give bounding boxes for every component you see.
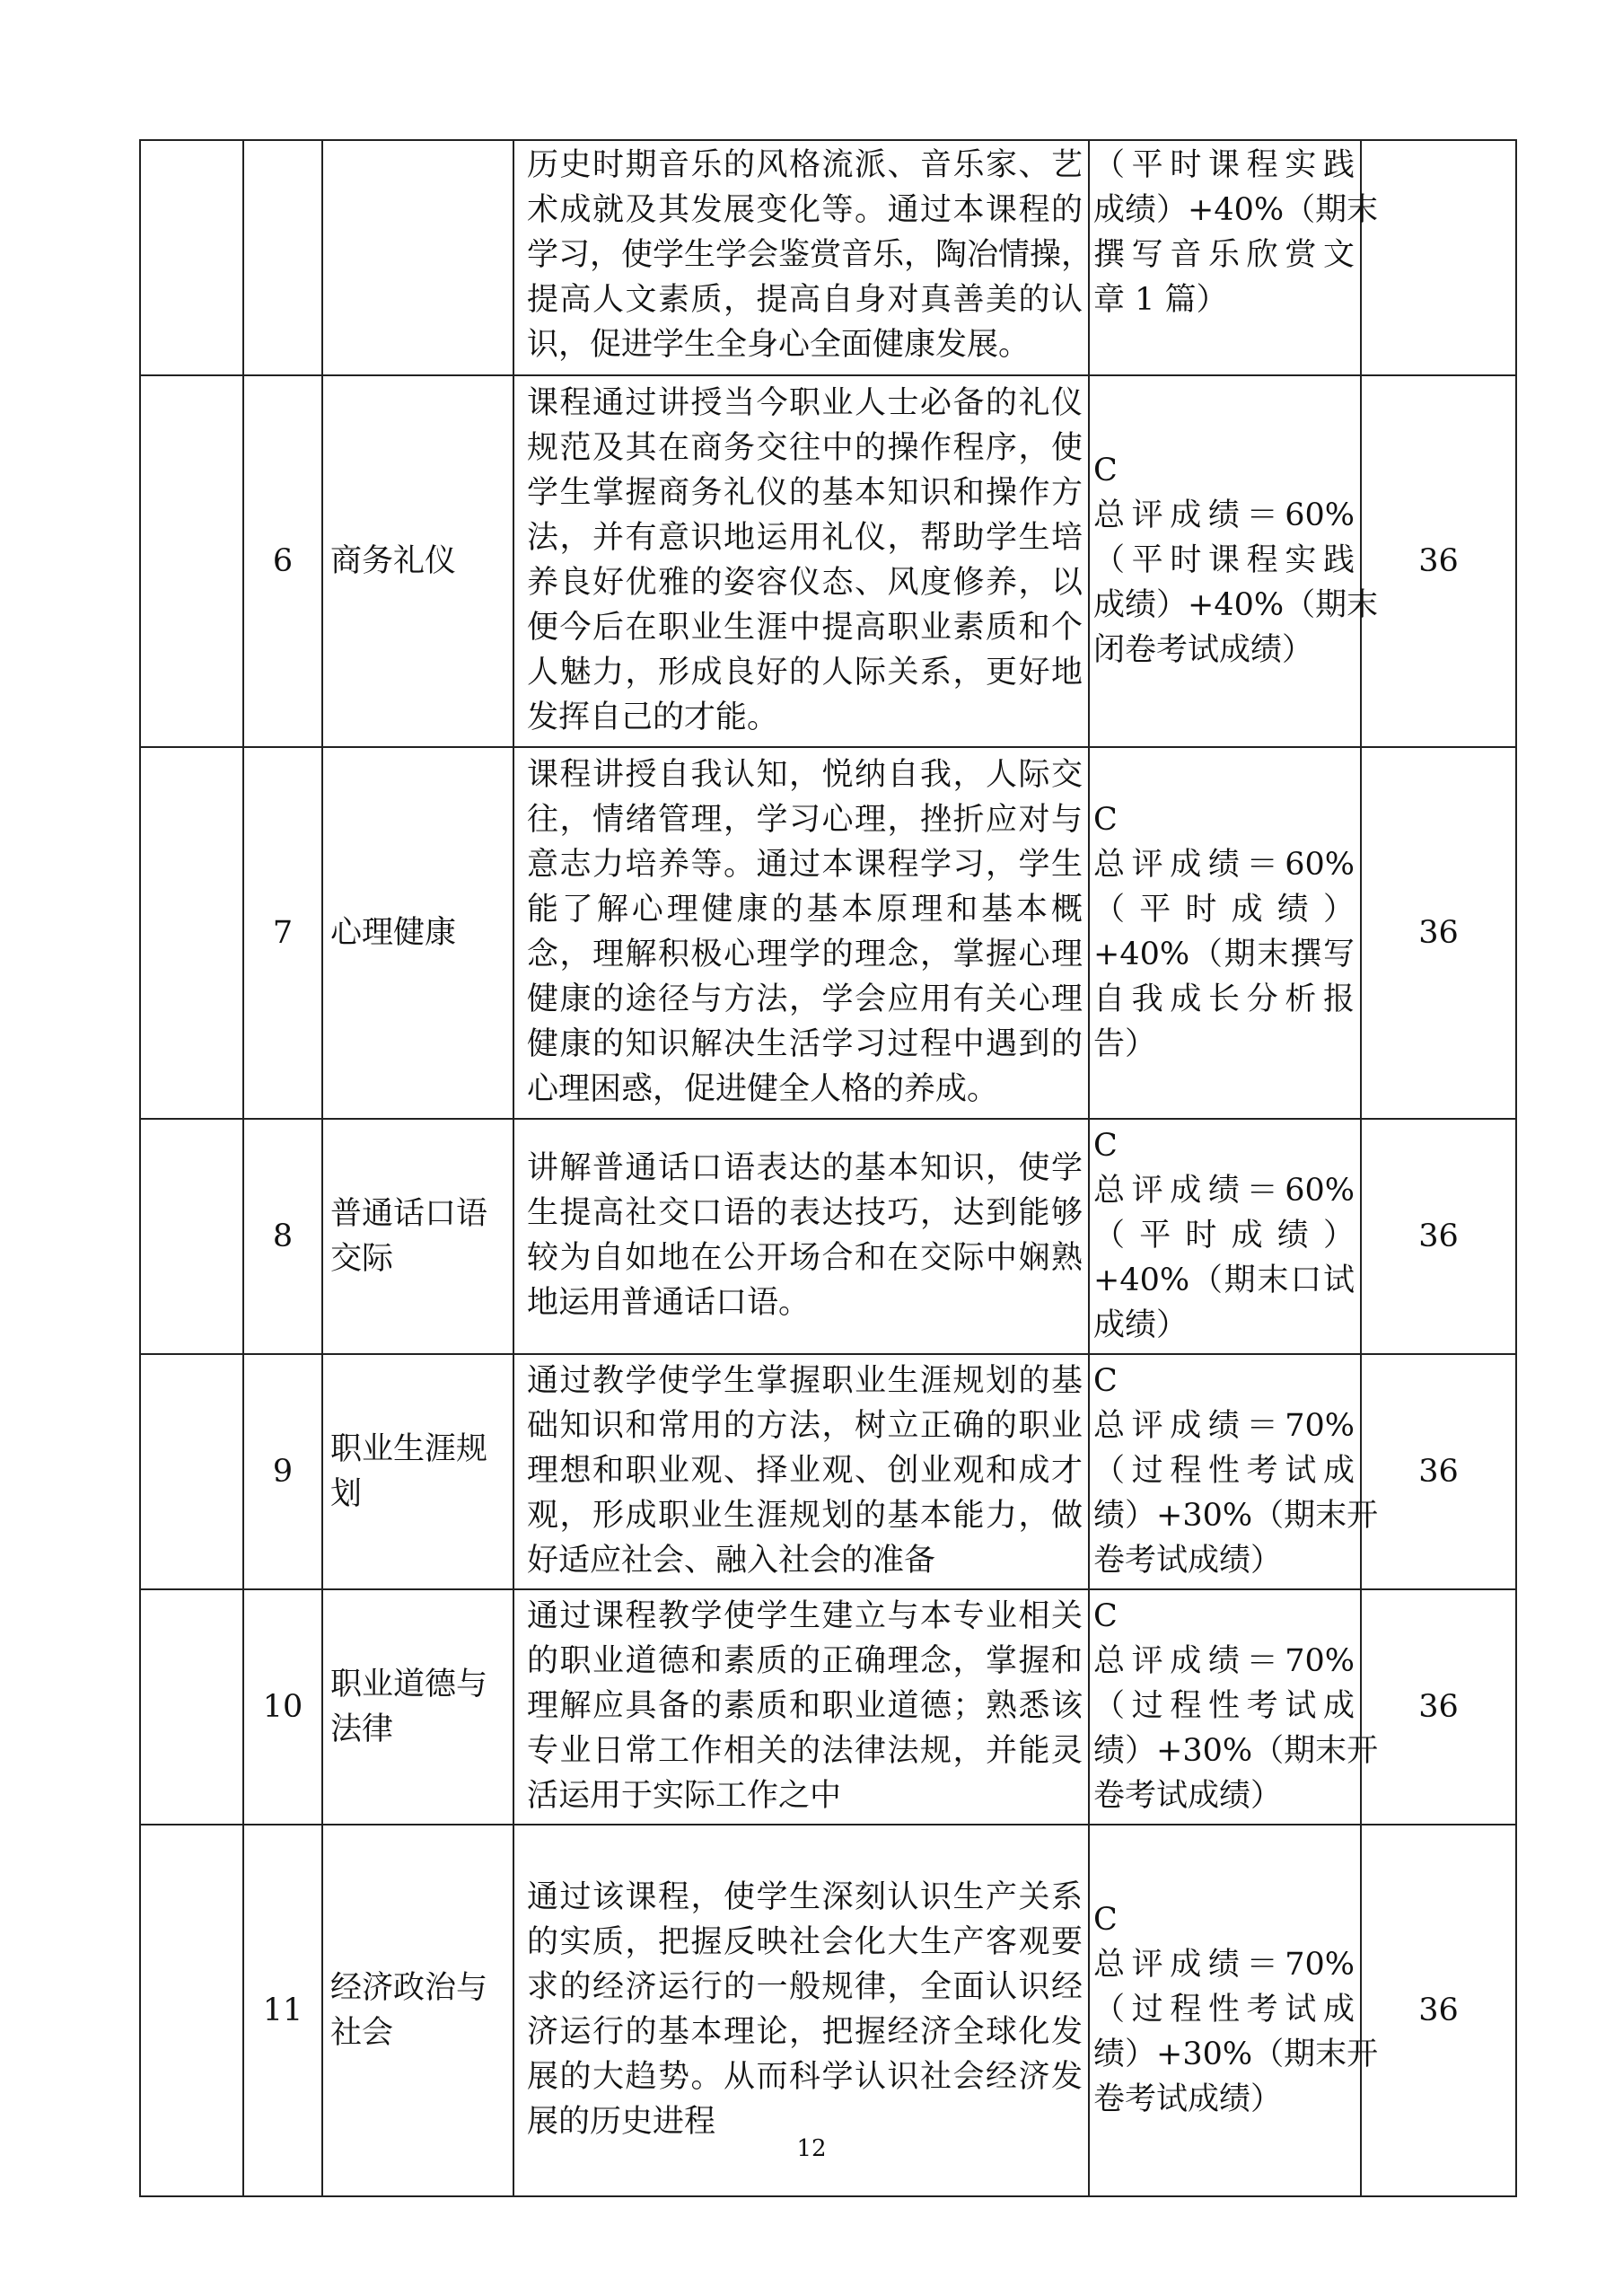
assessment-line: C	[1093, 1598, 1118, 1634]
assessment-line: （平时成绩）	[1093, 1218, 1355, 1254]
description-line: 心理困惑，促进健全人格的养成。	[527, 1071, 999, 1107]
assessment-line: （过程性考试成	[1093, 1688, 1355, 1724]
assessment-line: +40%（期末口试	[1093, 1262, 1355, 1298]
description-line: 学习，使学生学会鉴赏音乐，陶冶情操，	[527, 237, 1093, 273]
category-cell	[140, 375, 243, 747]
course-number: 8	[243, 1119, 322, 1354]
table-row	[140, 1589, 1516, 1825]
course-name-line: 职业生涯规	[330, 1431, 488, 1467]
category-cell	[140, 747, 243, 1119]
description-line: 念，理解积极心理学的理念，掌握心理	[527, 937, 1083, 972]
description-line: 历史时期音乐的风格流派、音乐家、艺	[527, 147, 1083, 183]
description-line: 理想和职业观、择业观、创业观和成才	[527, 1453, 1083, 1489]
assessment-line: 总评成绩＝70%	[1093, 1947, 1355, 1983]
description-line: 便今后在职业生涯中提高职业素质和个	[527, 610, 1083, 646]
description-line: 提高人文素质，提高自身对真善美的认	[527, 282, 1083, 318]
course-name-line: 法律	[330, 1711, 394, 1747]
course-hours: 36	[1361, 375, 1516, 747]
description-line: 通过教学使学生掌握职业生涯规划的基	[527, 1363, 1083, 1399]
description-line: 意志力培养等。通过本课程学习，学生	[527, 847, 1083, 883]
course-number: 9	[243, 1354, 322, 1589]
description-line: 好适应社会、融入社会的准备	[527, 1543, 936, 1579]
description-line: 地运用普通话口语。	[527, 1285, 811, 1321]
description-line: 健康的途径与方法，学会应用有关心理	[527, 981, 1083, 1017]
course-name-line: 划	[330, 1476, 363, 1512]
table-row	[140, 747, 1516, 1119]
description-line: 课程通过讲授当今职业人士必备的礼仪	[527, 385, 1083, 421]
assessment-line: 卷考试成绩）	[1093, 1778, 1283, 1814]
course-number: 11	[243, 1825, 322, 2196]
description-line: 础知识和常用的方法，树立正确的职业	[527, 1408, 1083, 1444]
table-row	[140, 1119, 1516, 1354]
course-name-line: 社会	[330, 2015, 394, 2051]
assessment-line: C	[1093, 1363, 1118, 1399]
assessment-line: 成绩）	[1093, 1307, 1189, 1343]
description-line: 人魅力，形成良好的人际关系，更好地	[527, 655, 1083, 691]
description-line: 活运用于实际工作之中	[527, 1778, 842, 1814]
assessment-line: 告）	[1093, 1026, 1157, 1062]
assessment-line: 总评成绩＝70%	[1093, 1408, 1355, 1444]
assessment-method	[1089, 375, 1379, 747]
assessment-line: 成绩）+40%（期末	[1093, 587, 1379, 623]
course-name-line: 职业道德与	[330, 1667, 488, 1702]
description-line: 通过课程教学使学生建立与本专业相关	[527, 1598, 1083, 1634]
course-hours: 36	[1361, 747, 1516, 1119]
description-line: 课程讲授自我认知，悦纳自我，人际交	[527, 757, 1083, 793]
course-number: 6	[243, 375, 322, 747]
table-row	[140, 375, 1516, 747]
assessment-line: +40%（期末撰写	[1093, 937, 1355, 972]
category-cell	[140, 140, 243, 375]
course-name	[322, 1589, 513, 1825]
course-hours: 36	[1361, 1119, 1516, 1354]
assessment-line: （平时成绩）	[1093, 892, 1355, 928]
course-description	[513, 140, 1093, 375]
assessment-line: C	[1093, 1902, 1118, 1938]
description-line: 学生掌握商务礼仪的基本知识和操作方	[527, 475, 1083, 511]
course-description	[513, 1119, 1089, 1354]
assessment-line: 绩）+30%（期末开	[1093, 1498, 1379, 1534]
course-description	[513, 375, 1089, 747]
description-line: 发挥自己的才能。	[527, 699, 779, 735]
description-line: 术成就及其发展变化等。通过本课程的	[527, 192, 1083, 228]
assessment-method	[1089, 1119, 1361, 1354]
assessment-line: （过程性考试成	[1093, 1453, 1355, 1489]
course-name	[322, 375, 513, 747]
assessment-line: 总评成绩＝60%	[1093, 497, 1355, 533]
description-line: 生提高社交口语的表达技巧，达到能够	[527, 1195, 1083, 1231]
course-name-line: 商务礼仪	[330, 543, 457, 579]
assessment-line: （平时课程实践	[1093, 147, 1355, 183]
course-hours	[1361, 140, 1516, 375]
description-line: 的实质，把握反映社会化大生产客观要	[527, 1924, 1083, 1960]
description-line: 能了解心理健康的基本原理和基本概	[527, 892, 1083, 928]
description-line: 讲解普通话口语表达的基本知识，使学	[527, 1150, 1083, 1186]
description-line: 通过该课程，使学生深刻认识生产关系	[527, 1879, 1083, 1915]
assessment-line: 撰写音乐欣赏文	[1093, 237, 1355, 273]
course-description	[513, 747, 1089, 1119]
assessment-line: （平时课程实践	[1093, 542, 1355, 578]
course-number	[243, 140, 322, 375]
description-line: 展的历史进程	[527, 2104, 716, 2140]
assessment-line: 总评成绩＝60%	[1093, 1173, 1355, 1209]
description-line: 展的大趋势。从而科学认识社会经济发	[527, 2059, 1083, 2095]
description-line: 健康的知识解决生活学习过程中遇到的	[527, 1026, 1083, 1062]
description-line: 规范及其在商务交往中的操作程序，使	[527, 430, 1083, 466]
assessment-line: 总评成绩＝60%	[1093, 847, 1355, 883]
description-line: 往，情绪管理，学习心理，挫折应对与	[527, 802, 1083, 838]
course-name-line: 交际	[330, 1241, 394, 1277]
course-number: 10	[243, 1589, 322, 1825]
course-hours: 36	[1361, 1589, 1516, 1825]
assessment-line: 闭卷考试成绩）	[1093, 632, 1314, 668]
category-cell	[140, 1119, 243, 1354]
description-line: 济运行的基本理论，把握经济全球化发	[527, 2014, 1083, 2050]
course-name	[322, 1119, 513, 1354]
assessment-line: 卷考试成绩）	[1093, 2081, 1283, 2117]
description-line: 观，形成职业生涯规划的基本能力，做	[527, 1498, 1083, 1534]
description-line: 法，并有意识地运用礼仪，帮助学生培	[527, 520, 1083, 556]
assessment-line: 成绩）+40%（期末	[1093, 192, 1379, 228]
assessment-method	[1089, 140, 1379, 375]
category-cell	[140, 1589, 243, 1825]
page-number: 12	[796, 2135, 827, 2162]
assessment-method	[1089, 747, 1361, 1119]
table-row	[140, 1354, 1516, 1589]
description-line: 养良好优雅的姿容仪态、风度修养，以	[527, 565, 1083, 601]
course-description	[513, 1354, 1089, 1589]
assessment-line: 章 1 篇）	[1093, 282, 1228, 318]
category-cell	[140, 1354, 243, 1589]
description-line: 专业日常工作相关的法律法规，并能灵	[527, 1733, 1083, 1769]
assessment-method	[1089, 1354, 1379, 1589]
description-line: 识，促进学生全身心全面健康发展。	[527, 327, 1031, 363]
description-line: 理解应具备的素质和职业道德；熟悉该	[527, 1688, 1083, 1724]
course-name	[322, 140, 513, 375]
assessment-line: C	[1093, 802, 1118, 838]
course-name-line: 普通话口语	[330, 1196, 488, 1232]
description-line: 的职业道德和素质的正确理念，掌握和	[527, 1643, 1083, 1679]
course-name	[322, 1354, 513, 1589]
course-name	[322, 747, 513, 1119]
assessment-line: C	[1093, 1128, 1118, 1164]
description-line: 较为自如地在公开场合和在交际中娴熟	[527, 1240, 1083, 1276]
course-table-body	[140, 140, 1516, 2196]
course-description	[513, 1589, 1089, 1825]
assessment-line: C	[1093, 453, 1118, 488]
assessment-line: 总评成绩＝70%	[1093, 1643, 1355, 1679]
course-name-line: 心理健康	[330, 915, 457, 951]
table-row	[140, 140, 1516, 375]
assessment-line: 自我成长分析报	[1093, 981, 1355, 1017]
course-name-line: 经济政治与	[330, 1970, 488, 2006]
course-hours: 36	[1361, 1354, 1516, 1589]
course-number: 7	[243, 747, 322, 1119]
course-hours: 36	[1361, 1825, 1516, 2196]
assessment-line: 卷考试成绩）	[1093, 1543, 1283, 1579]
course-table	[139, 139, 1517, 2197]
assessment-line: （过程性考试成	[1093, 1992, 1355, 2028]
assessment-method	[1089, 1589, 1379, 1825]
assessment-line: 绩）+30%（期末开	[1093, 2036, 1379, 2072]
assessment-line: 绩）+30%（期末开	[1093, 1733, 1379, 1769]
description-line: 求的经济运行的一般规律，全面认识经	[527, 1969, 1083, 2005]
